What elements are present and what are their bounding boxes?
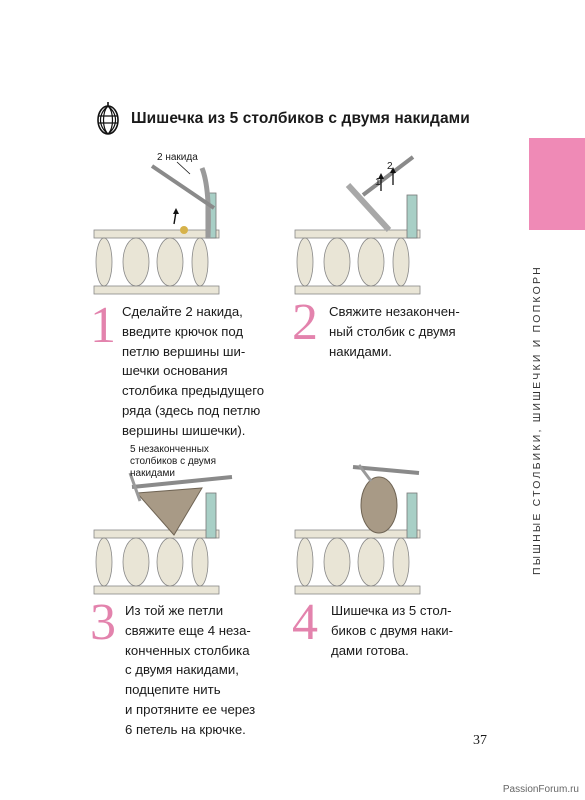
step-1-annotation: 2 накида [157, 152, 198, 163]
step-1-number: 1 [90, 297, 116, 354]
step-2-text: Свяжите незакончен- ный столбик с двумя накидами. [329, 304, 460, 359]
chapter-title: ПЫШНЫЕ СТОЛБИКИ, ШИШЕЧКИ И ПОПКОРН [531, 265, 543, 575]
step-1-text: Сделайте 2 накида, введите крючок под петлю вершины ши- шечки основания столбика предыдущего ряда (здесь под петлю вершины шишечки). [122, 304, 265, 438]
step-3-annotation-line-3: накидами [130, 468, 175, 479]
watermark: PassionForum.ru [502, 784, 579, 795]
step-3-text: Из той же петли свяжите еще 4 неза- конченных столбика с двумя накидами, подцепите нить и протяните ее через 6 петель на крючке. [125, 603, 256, 737]
step-2-annotation-1: 1 [375, 177, 381, 188]
section-header [95, 100, 470, 138]
chapter-tab [529, 138, 585, 230]
step-4-illustration [293, 463, 433, 598]
step-1-illustration [92, 148, 232, 298]
page-number: 37 [473, 733, 487, 748]
step-4-number: 4 [292, 594, 318, 651]
step-3-annotation-line-2: столбиков с двумя [130, 456, 216, 467]
step-2-annotation-2: 2 [387, 161, 393, 172]
step-2-number: 2 [292, 294, 318, 351]
step-3-number: 3 [90, 594, 116, 651]
step-4-text: Шишечка из 5 стол- биков с двумя наки- дами готова. [331, 603, 453, 658]
step-3-illustration [92, 443, 237, 603]
bobble-stitch-icon [95, 100, 121, 138]
step-2-illustration [293, 155, 433, 298]
page-title: Шишечка из 5 столбиков с двумя накидами [131, 110, 470, 127]
step-3-annotation-line-1: 5 незаконченных [130, 444, 209, 455]
